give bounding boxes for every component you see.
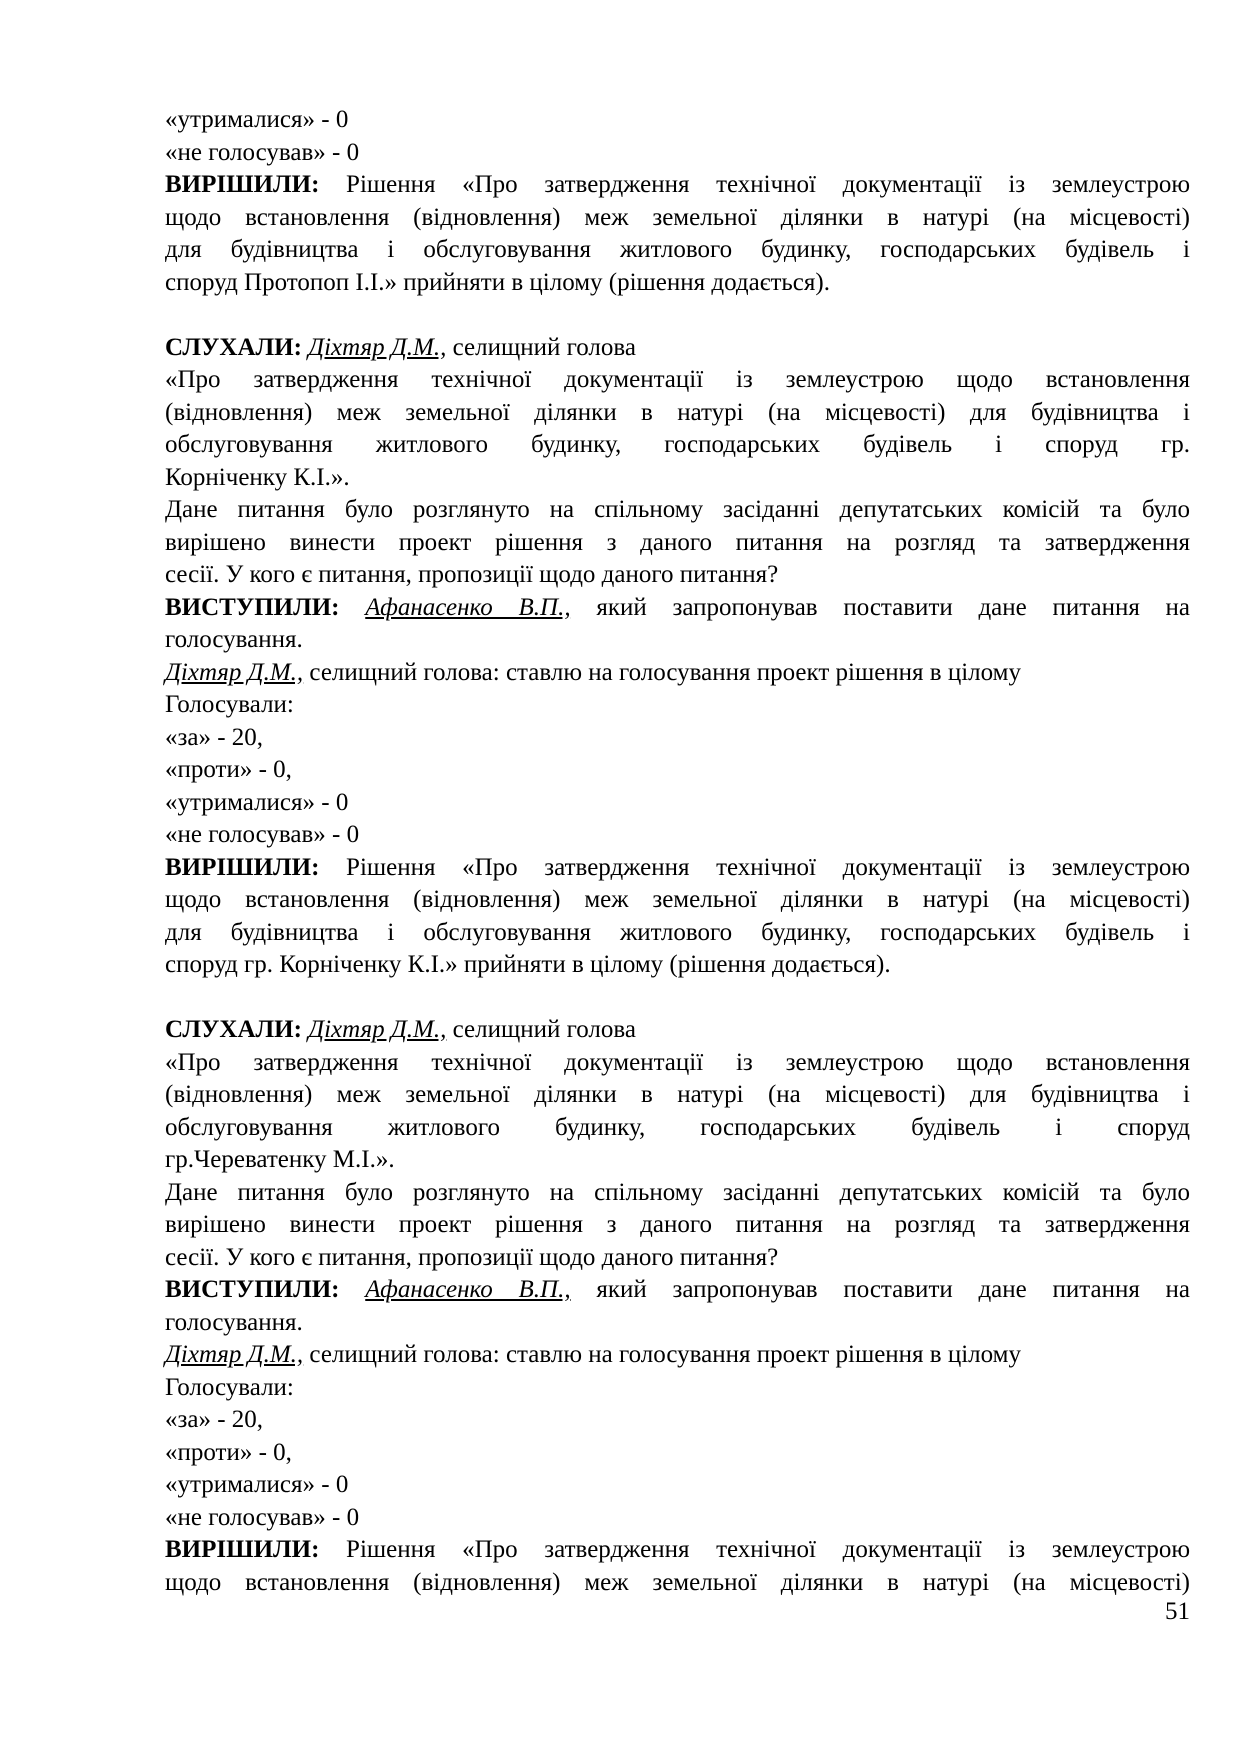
vote-against: «проти» - 0, xyxy=(165,756,292,783)
spoke-label: ВИСТУПИЛИ: xyxy=(165,593,340,621)
vote-not-voted: «не голосував» - 0 xyxy=(165,138,360,166)
topic-line: обслуговування житлового будинку, господарських будівель і споруд xyxy=(165,1113,1190,1141)
decision-line: споруд Протопоп І.І.» прийняти в цілому (рішення додається). xyxy=(165,268,830,296)
spoke-line: голосування. xyxy=(165,626,303,653)
decision-line: споруд гр. Корніченку К.І.» прийняти в цілому (рішення додається). xyxy=(165,951,891,978)
vote-for: «за» - 20, xyxy=(165,1406,264,1433)
discussion-line: сесії. У кого є питання, пропозиції щодо даного питання? xyxy=(165,1243,779,1271)
decision-text: Рішення «Про затвердження технічної документації із землеустрою xyxy=(346,1536,1190,1563)
decision-line: для будівництва і обслуговування житлового будинку, господарських будівель і xyxy=(165,236,1190,263)
decision-line xyxy=(165,852,1190,885)
page-content xyxy=(165,104,1190,1599)
decided-label: ВИРІШИЛИ: xyxy=(165,853,320,881)
spoke-label: ВИСТУПИЛИ: xyxy=(165,1276,340,1303)
decision-line: щодо встановлення (відновлення) меж земельної ділянки в натурі (на місцевості) xyxy=(165,203,1190,231)
decided-label: ВИРІШИЛИ: xyxy=(165,1536,320,1563)
voted-label: Голосували: xyxy=(165,1373,294,1401)
chair-text: селищний голова: ставлю на голосування проект рішення в цілому xyxy=(309,1341,1021,1368)
topic-line: Корніченку К.І.». xyxy=(165,463,350,491)
spoke-line xyxy=(165,592,1190,625)
vote-abstained: «утрималися» - 0 xyxy=(165,788,349,816)
heard-speaker: Діхтяр Д.М., xyxy=(308,1016,447,1043)
discussion-line: сесії. У кого є питання, пропозиції щодо даного питання? xyxy=(165,561,779,588)
topic-line: (відновлення) меж земельної ділянки в натурі (на місцевості) для будівництва і xyxy=(165,398,1190,426)
spoke-line xyxy=(165,1274,1190,1307)
chair-speaker: Діхтяр Д.М., xyxy=(165,1341,304,1368)
paragraph-gap xyxy=(165,299,1190,332)
decision-line: для будівництва і обслуговування житлового будинку, господарських будівель і xyxy=(165,918,1190,946)
vote-abstained: «утрималися» - 0 xyxy=(165,1471,349,1498)
heard-line xyxy=(165,1014,1190,1047)
heard-line xyxy=(165,332,1190,365)
topic-line: «Про затвердження технічної документації із землеустрою щодо встановлення xyxy=(165,1048,1190,1076)
chair-speaker: Діхтяр Д.М., xyxy=(165,658,304,686)
spoke-text: який запропонував поставити дане питання на xyxy=(596,1276,1191,1303)
spoke-line: голосування. xyxy=(165,1308,303,1336)
decision-text: Рішення «Про затвердження технічної документації із землеустрою xyxy=(346,853,1190,881)
topic-line: (відновлення) меж земельної ділянки в натурі (на місцевості) для будівництва і xyxy=(165,1081,1190,1108)
spoke-speaker: Афанасенко В.П., xyxy=(365,1276,571,1303)
decision-line: щодо встановлення (відновлення) меж земельної ділянки в натурі (на місцевості) xyxy=(165,1568,1190,1596)
topic-line: гр.Череватенку М.І.». xyxy=(165,1146,395,1173)
decision-text: Рішення «Про затвердження технічної документації із землеустрою xyxy=(346,171,1190,198)
spoke-speaker: Афанасенко В.П., xyxy=(365,593,571,621)
heard-speaker: Діхтяр Д.М., xyxy=(308,333,447,361)
vote-not-voted: «не голосував» - 0 xyxy=(165,821,360,848)
heard-role: селищний голова xyxy=(452,1016,636,1043)
heard-label: СЛУХАЛИ: xyxy=(165,333,302,361)
vote-against: «проти» - 0, xyxy=(165,1438,292,1466)
heard-role: селищний голова xyxy=(452,333,636,361)
chair-line xyxy=(165,657,1190,690)
page-number: 51 xyxy=(1165,1598,1190,1625)
chair-line xyxy=(165,1339,1190,1372)
discussion-line: вирішено винести проект рішення з даного питання на розгляд та затвердження xyxy=(165,1211,1190,1238)
chair-text: селищний голова: ставлю на голосування проект рішення в цілому xyxy=(309,658,1021,686)
vote-for: «за» - 20, xyxy=(165,723,264,751)
paragraph-gap xyxy=(165,982,1190,1015)
vote-abstained: «утрималися» - 0 xyxy=(165,106,349,133)
decision-line xyxy=(165,169,1190,202)
decision-line: щодо встановлення (відновлення) меж земельної ділянки в натурі (на місцевості) xyxy=(165,886,1190,913)
heard-label: СЛУХАЛИ: xyxy=(165,1016,302,1043)
spoke-text: який запропонував поставити дане питання на xyxy=(596,593,1191,621)
vote-not-voted: «не голосував» - 0 xyxy=(165,1503,360,1531)
voted-label: Голосували: xyxy=(165,691,294,718)
topic-line: обслуговування житлового будинку, господарських будівель і споруд гр. xyxy=(165,431,1190,458)
topic-line: «Про затвердження технічної документації із землеустрою щодо встановлення xyxy=(165,366,1190,393)
decided-label: ВИРІШИЛИ: xyxy=(165,171,320,198)
discussion-line: вирішено винести проект рішення з даного питання на розгляд та затвердження xyxy=(165,528,1190,556)
discussion-line: Дане питання було розглянуто на спільному засіданні депутатських комісій та було xyxy=(165,496,1190,523)
decision-line xyxy=(165,1534,1190,1567)
discussion-line: Дане питання було розглянуто на спільному засіданні депутатських комісій та було xyxy=(165,1178,1190,1206)
